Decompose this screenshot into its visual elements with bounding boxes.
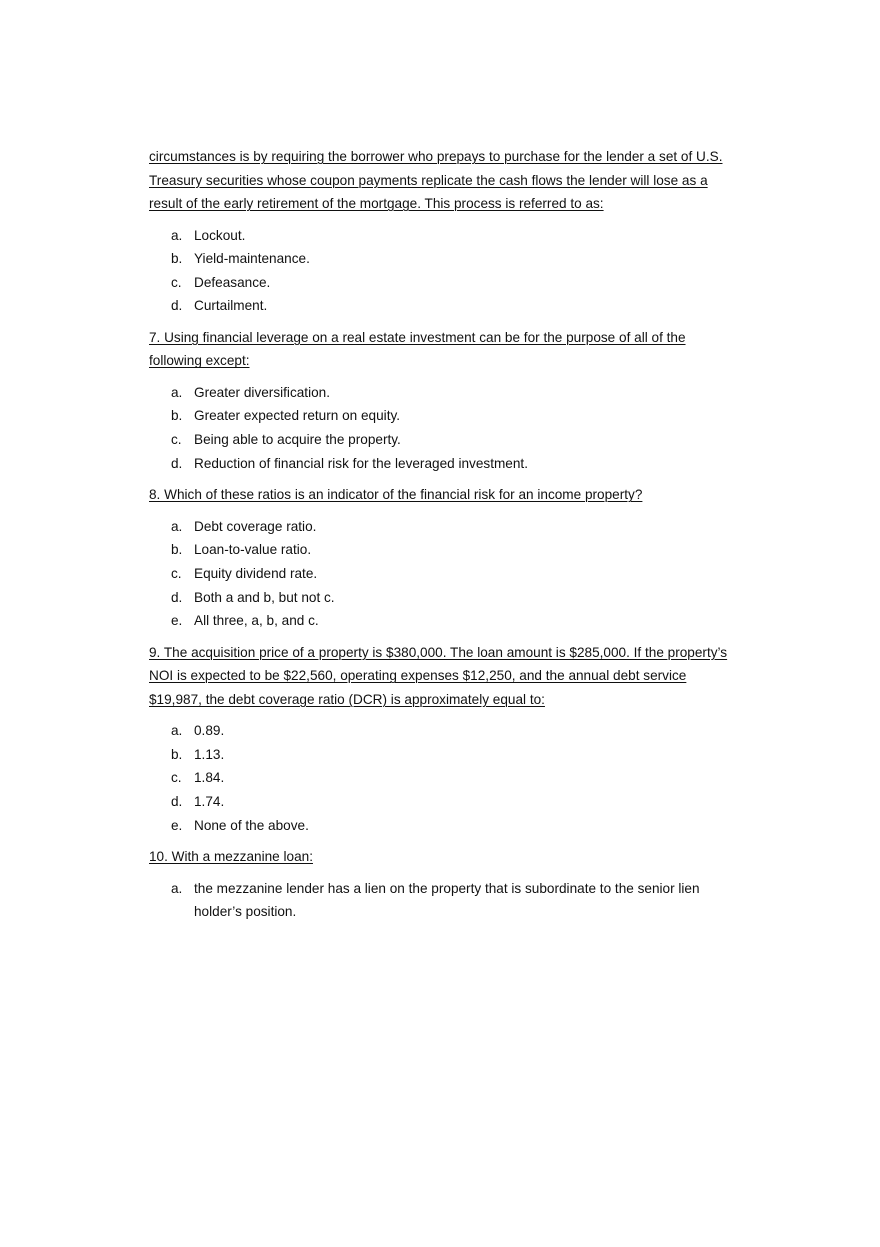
option-8c <box>149 562 749 586</box>
option-letter: d. <box>171 794 183 809</box>
option-letter: a. <box>171 723 183 739</box>
option-text: Greater diversification. <box>194 384 330 400</box>
option-9e <box>149 814 749 838</box>
option-6b <box>149 247 749 271</box>
option-text: Both a and b, but not c. <box>194 589 335 605</box>
question-8-stem: 8. Which of these ratios is an indicator of the financial risk for an income property? <box>149 487 643 503</box>
option-9a <box>149 719 749 743</box>
question-10-stem: 10. With a mezzanine loan: <box>149 849 313 865</box>
option-text: Curtailment. <box>194 298 268 314</box>
question-7-stem: 7. Using financial leverage on a real estate investment can be for the purpose of all of the following except: <box>149 329 686 369</box>
question-list <box>149 145 749 932</box>
option-letter: b. <box>171 746 183 762</box>
option-6a <box>149 224 749 248</box>
option-letter: c. <box>171 274 182 290</box>
option-9d <box>149 790 749 814</box>
option-text: Lockout. <box>194 227 246 243</box>
option-letter: d. <box>171 455 183 471</box>
option-letter: c. <box>171 770 182 786</box>
option-letter: a. <box>171 880 183 896</box>
option-letter: a. <box>171 227 183 243</box>
question-10-options <box>149 877 749 924</box>
option-letter: a. <box>171 518 183 534</box>
option-text: the mezzanine lender has a lien on the property that is subordinate to the senior lien holder’s position. <box>194 880 700 920</box>
option-text: Greater expected return on equity. <box>194 408 401 424</box>
option-letter: e. <box>171 817 183 833</box>
option-7a <box>149 381 749 405</box>
option-8d <box>149 586 749 610</box>
option-letter: b. <box>171 542 183 558</box>
option-7d <box>149 452 749 476</box>
option-9c <box>149 766 749 790</box>
option-letter: c. <box>171 565 182 581</box>
option-letter: c. <box>171 432 182 448</box>
option-6d <box>149 294 749 318</box>
option-letter: b. <box>171 251 183 267</box>
option-9b <box>149 743 749 767</box>
option-text: Yield-maintenance. <box>194 251 310 267</box>
option-text: All three, a, b, and c. <box>194 613 319 629</box>
question-9-options <box>149 719 749 837</box>
option-10a <box>149 877 714 924</box>
option-7b <box>149 404 749 428</box>
option-letter: e. <box>171 613 183 629</box>
option-text: 1.74. <box>194 794 225 809</box>
option-8b <box>149 538 749 562</box>
option-text: Reduction of financial risk for the leveraged investment. <box>194 455 528 471</box>
question-8-options <box>149 515 749 633</box>
option-7c <box>149 428 749 452</box>
option-text: Defeasance. <box>194 274 271 290</box>
option-text: Loan-to-value ratio. <box>194 542 312 558</box>
option-letter: b. <box>171 408 183 424</box>
option-8e <box>149 609 749 633</box>
question-7-options <box>149 381 749 475</box>
option-text: None of the above. <box>194 817 309 833</box>
option-text: Debt coverage ratio. <box>194 518 317 534</box>
option-6c <box>149 271 749 295</box>
question-6-options <box>149 224 749 318</box>
option-letter: d. <box>171 589 183 605</box>
option-text: Being able to acquire the property. <box>194 432 401 448</box>
option-text: 1.13. <box>194 746 225 762</box>
option-text: 1.84. <box>194 770 225 786</box>
option-8a <box>149 515 749 539</box>
question-9-stem: 9. The acquisition price of a property is $380,000. The loan amount is $285,000. If the property’s NOI is expected to be $22,560, operating expenses $12,250, and the annual debt service $19,987, the debt coverage ratio (DCR) is approximately equal to: <box>149 644 728 707</box>
option-letter: d. <box>171 298 183 314</box>
option-text: Equity dividend rate. <box>194 565 318 581</box>
question-6-stem: circumstances is by requiring the borrower who prepays to purchase for the lender a set of U.S. Treasury securities whose coupon payments replicate the cash flows the lender will lose as a result of the early retirement of the mortgage. This process is referred to as: <box>149 149 723 211</box>
option-text: 0.89. <box>194 723 225 739</box>
option-letter: a. <box>171 384 183 400</box>
